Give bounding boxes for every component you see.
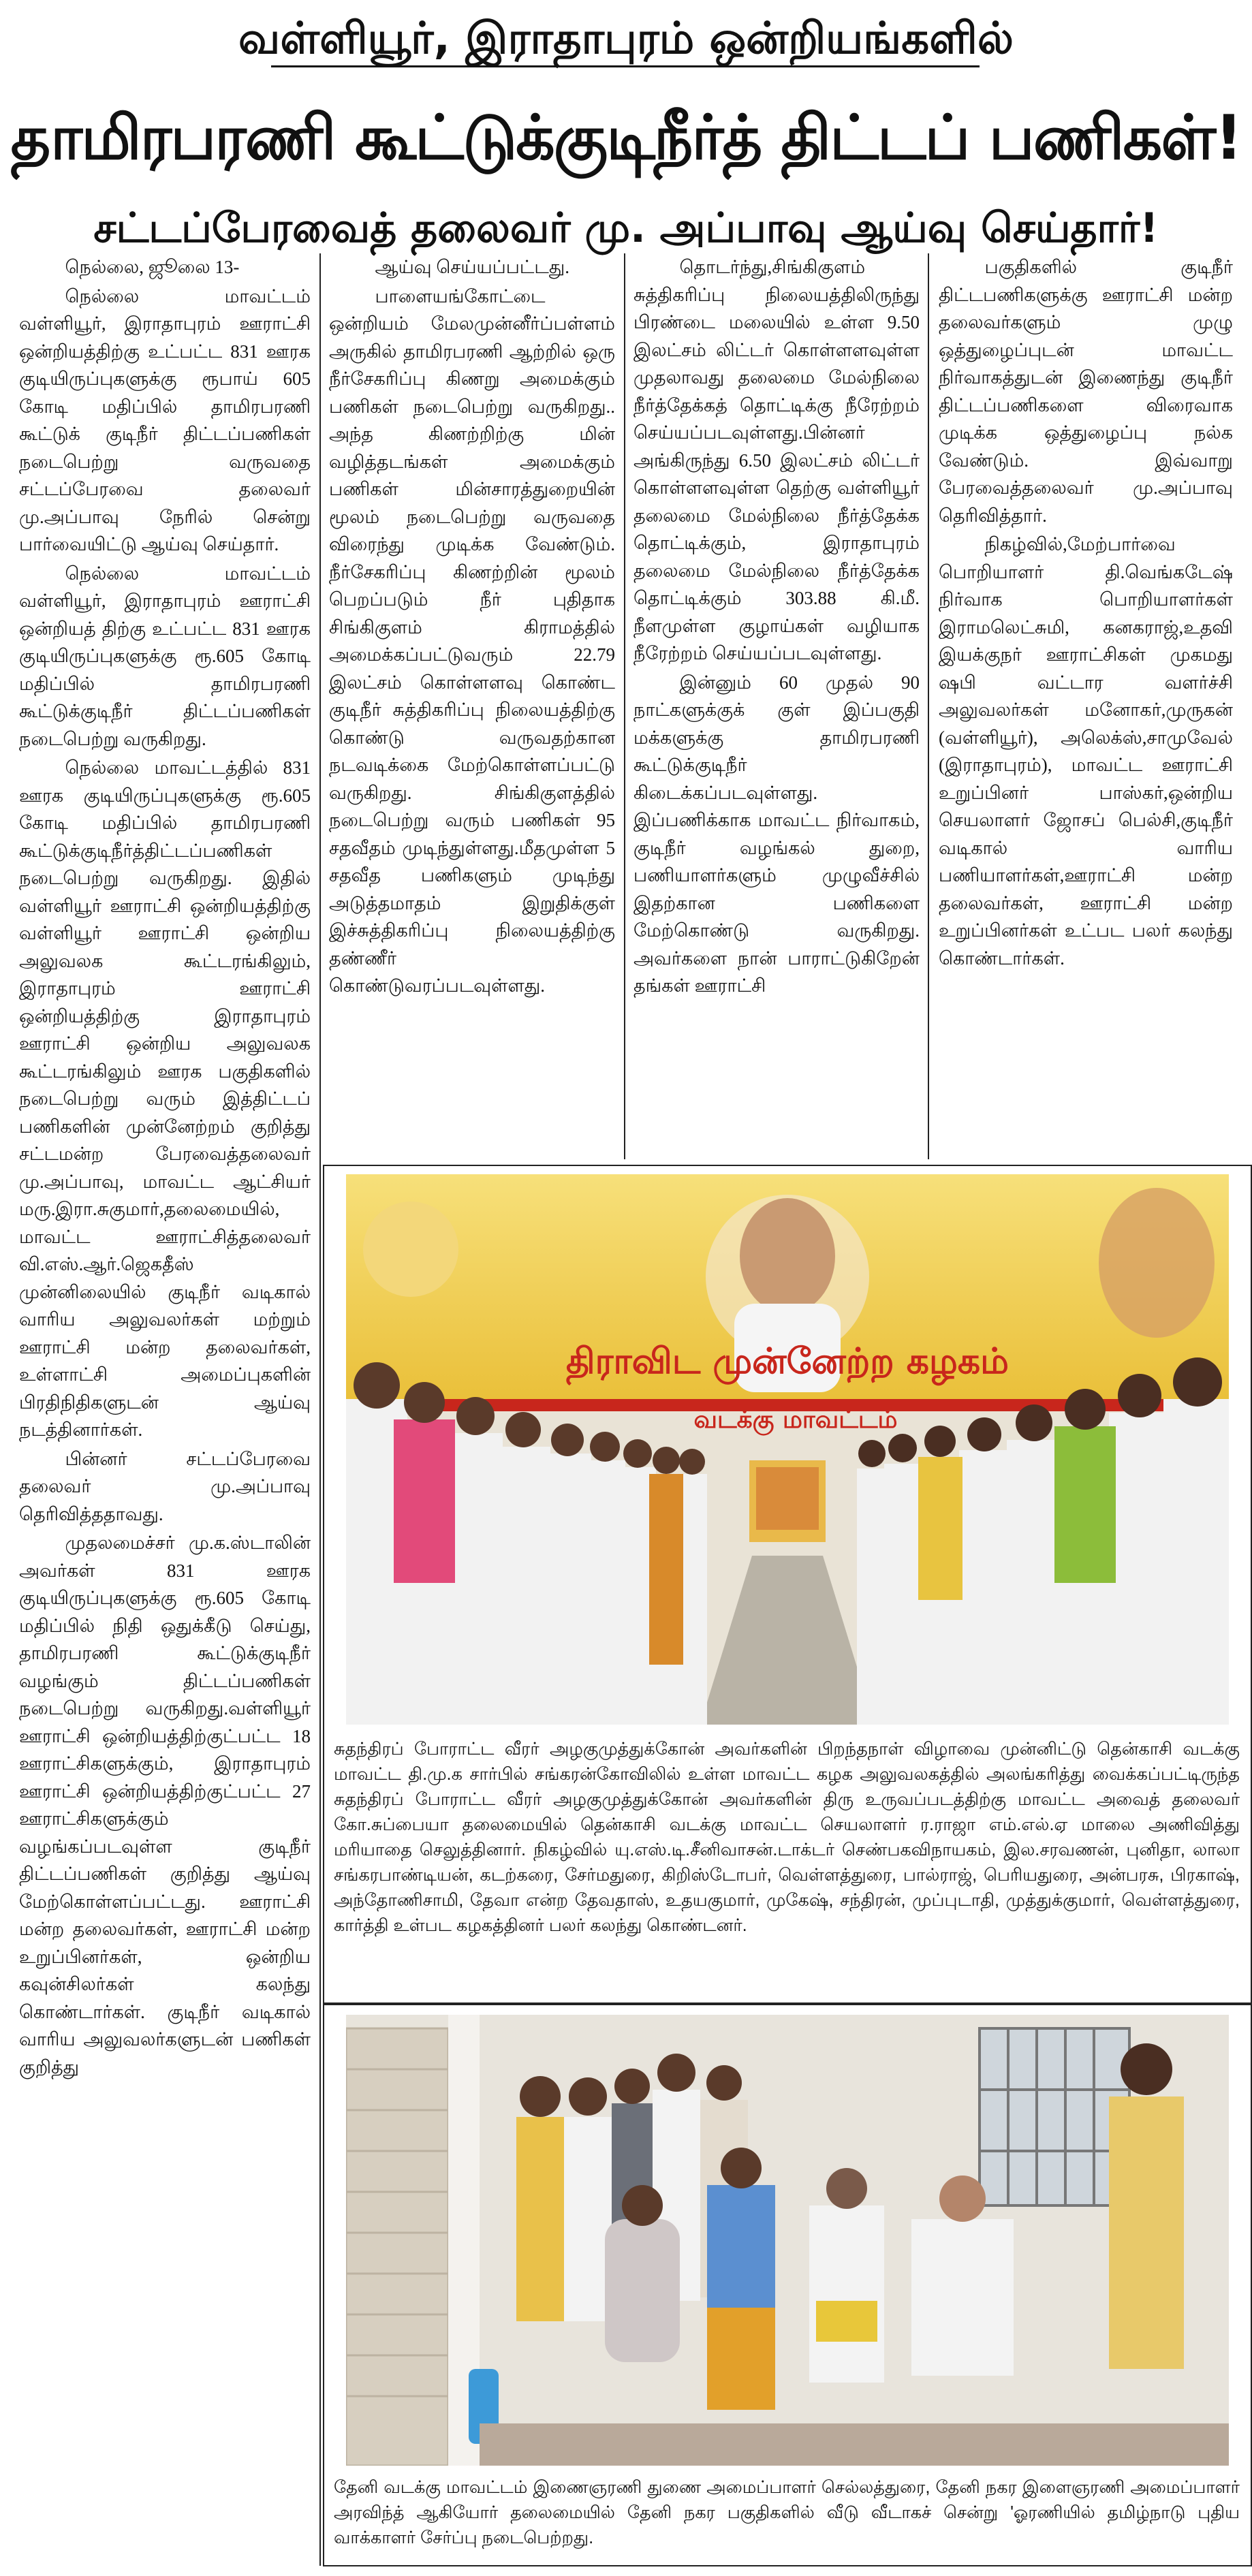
event-photo-2 — [346, 2015, 1229, 2466]
event-photo-1 — [346, 1174, 1229, 1725]
article-paragraph: நிகழ்வில்,மேற்பார்வை பொறியாளர் தி.வெங்கடேஷ் நிர்வாக பொறியாளர்கள் இராமலெட்சுமி, கனகராஜ்,உதவி இயக்குநர் ஊராட்சிகள் முகமது ஷபி வட்டார வளர்ச்சி அலுவலர்கள் மனோகர்,முருகன் (வள்ளியூர்), அலெக்ஸ்,சாமுவேல் (இராதாபுரம்), மாவட்ட ஊராட்சி உறுப்பினர் பாஸ்கர்,ஒன்றிய செயலாளர் ஜோசப் பெல்சி,குடிநீர் வடிகால் வாரிய பணியாளர்கள்,ஊராட்சி மன்ற தலைவர்கள், ஊராட்சி மன்ற உறுப்பினர்கள் உட்பட பலர் கலந்து கொண்டார்கள். — [939, 534, 1233, 969]
article-paragraph: நெல்லை மாவட்டம் வள்ளியூர், இராதாபுரம் ஊராட்சி ஒன்றியத் திற்கு உட்பட்ட 831 ஊரக குடியிருப்புகளுக்கு ரூ.605 கோடி மதிப்பில் தாமிரபரணி கூட்டுக்குடிநீர் திட்டப்பணிகள் நடைபெற்று வருகிறது. — [19, 563, 311, 749]
kicker-underline — [271, 65, 980, 67]
event-photo-1-art — [346, 1174, 1229, 1725]
article-paragraph: நெல்லை மாவட்டம் வள்ளியூர், இராதாபுரம் ஊராட்சி ஒன்றியத்திற்கு உட்பட்ட 831 ஊரக குடியிருப்புகளுக்கு ரூபாய் 605 கோடி மதிப்பில் தாமிரபரணி கூட்டுக் குடிநீர் திட்டப்பணிகள் நடைபெற்று வருவதை சட்டப்பேரவை தலைவர் மு.அப்பாவு நேரில் சென்று பார்வையிட்டு ஆய்வு செய்தார். — [19, 285, 311, 554]
article-column-3 — [633, 253, 920, 1159]
article-paragraph: நெல்லை, ஜூலை 13- — [65, 257, 240, 277]
article-paragraph: முதலமைச்சர் மு.க.ஸ்டாலின் அவர்கள் 831 ஊரக குடியிருப்புகளுக்கு ரூ.605 கோடி மதிப்பில் நிதி ஒதுக்கீடு செய்து, தாமிரபரணி கூட்டுக்குடிநீர் வழங்கும் திட்டப்பணிகள் நடைபெற்று வருகிறது.வள்ளியூர் ஊராட்சி ஒன்றியத்திற்குட்பட்ட 18 ஊராட்சிகளுக்கும், இராதாபுரம் ஊராட்சி ஒன்றியத்திற்குட்பட்ட 27 ஊராட்சிகளுக்கும் வழங்கப்படவுள்ள குடிநீர் திட்டப்பணிகள் குறித்து ஆய்வு மேற்கொள்ளப்பட்டது. ஊராட்சி மன்ற தலைவர்கள், ஊராட்சி மன்ற உறுப்பினர்கள், ஒன்றிய கவுன்சிலர்கள் கலந்து கொண்டார்கள். குடிநீர் வடிகால் வாரிய அலுவலர்களுடன் பணிகள் குறித்து — [19, 1533, 311, 2077]
article-paragraph: தொடர்ந்து,சிங்கிகுளம் சுத்திகரிப்பு நிலையத்திலிருந்து பிரண்டை மலையில் உள்ள 9.50 இலட்சம் லிட்டர் கொள்ளளவுள்ள முதலாவது தலைமை மேல்நிலை நீர்த்தேக்கத் தொட்டிக்கு நீரேற்றம் செய்யப்படவுள்ளது.பின்னர் அங்கிருந்து 6.50 இலட்சம் லிட்டர் கொள்ளளவுள்ள தெற்கு வள்ளியூர் தலைமை மேல்நிலை நீர்த்தேக்க தொட்டிக்கும், இராதாபுரம் தலைமை மேல்நிலை நீர்த்தேக்க தொட்டிக்கும் 303.88 கி.மீ. நீளமுள்ள குழாய்கள் வழியாக நீரேற்றம் செய்யப்படவுள்ளது. — [633, 257, 920, 663]
article-column-2 — [329, 253, 615, 1159]
article-paragraph: இன்னும் 60 முதல் 90 நாட்களுக்குக் குள் இப்பகுதி மக்களுக்கு தாமிரபரணி கூட்டுக்குடிநீர் கிடைக்கப்படவுள்ளது. இப்பணிக்காக மாவட்ட நிர்வாகம், குடிநீர் வழங்கல் துறை, பணியாளர்களும் முழுவீச்சில் இதற்கான பணிகளை மேற்கொண்டு வருகிறது. அவர்களை நான் பாராட்டுகிறேன் தங்கள் ஊராட்சி — [633, 672, 920, 996]
banner-sub-text: வடக்கு மாவட்டம் — [693, 1406, 898, 1434]
column-divider — [928, 253, 929, 1159]
article-paragraph: பகுதிகளில் குடிநீர் திட்டபணிகளுக்கு ஊராட்சி மன்ற தலைவர்களும் முழு ஒத்துழைப்புடன் மாவட்ட நிர்வாகத்துடன் இணைந்து குடிநீர் திட்டப்பணிகளை விரைவாக முடிக்க ஒத்துழைப்பு நல்க வேண்டும். இவ்வாறு பேரவைத்தலைவர் மு.அப்பாவு தெரிவித்தார். — [939, 257, 1233, 526]
headline: தாமிரபரணி கூட்டுக்குடிநீர்த் திட்டப் பணிகள்! — [10, 102, 1242, 174]
photo-box-1 — [323, 1165, 1252, 2004]
article-paragraph: நெல்லை மாவட்டத்தில் 831 ஊரக குடியிருப்புகளுக்கு ரூ.605 கோடி மதிப்பில் தாமிரபரணி கூட்டுக்குடிநீர்த்திட்டப்பணிகள் நடைபெற்று வருகிறது. இதில் வள்ளியூர் ஊராட்சி ஒன்றியத்திற்கு வள்ளியூர் ஊராட்சி ஒன்றிய அலுவலக கூட்டரங்கிலும், இராதாபுரம் ஊராட்சி ஒன்றியத்திற்கு இராதாபுரம் ஊராட்சி ஒன்றிய அலுவலக கூட்டரங்கிலும் ஊரக பகுதிகளில் நடைபெற்று வரும் இத்திட்டப் பணிகளின் முன்னேற்றம் குறித்து சட்டமன்ற பேரவைத்தலைவர் மு.அப்பாவு, மாவட்ட ஆட்சியர் மரு.இரா.சுகுமார்,தலைமையில், மாவட்ட ஊராட்சித்தலைவர் வி.எஸ்.ஆர்.ஜெகதீஸ் முன்னிலையில் குடிநீர் வடிகால் வாரிய அலுவலர்கள் மற்றும் ஊராட்சி மன்ற தலைவர்கள், உள்ளாட்சி அமைப்புகளின் பிரதிநிதிகளுடன் ஆய்வு நடத்தினார்கள். — [19, 757, 311, 1440]
subheadline: சட்டப்பேரவைத் தலைவர் மு. அப்பாவு ஆய்வு செய்தார்! — [93, 204, 1159, 252]
article-paragraph: பாளையங்கோட்டை ஒன்றியம் மேலமுன்னீர்ப்பள்ளம் அருகில் தாமிரபரணி ஆற்றில் ஒரு நீர்சேகரிப்பு கிணறு அமைக்கும் பணிகள் நடைபெற்று வருகிறது.. அந்த கிணற்றிற்கு மின் வழித்தடங்கள் அமைக்கும் பணிகள் மின்சாரத்துறையின் மூலம் நடைபெற்று வருவதை விரைந்து முடிக்க வேண்டும். நீர்சேகரிப்பு கிணற்றின் மூலம் பெறப்படும் நீர் புதிதாக சிங்கிகுளம் கிராமத்தில் அமைக்கப்பட்டுவரும் 22.79 இலட்சம் கொள்ளளவு கொண்ட குடிநீர் சுத்திகரிப்பு நிலையத்திற்கு கொண்டு வருவதற்கான நடவடிக்கை மேற்கொள்ளப்பட்டு வருகிறது. சிங்கிகுளத்தில் நடைபெற்று வரும் பணிகள் 95 சதவீதம் முடிந்துள்ளது.மீதமுள்ள 5 சதவீத பணிகளும் முடிந்து அடுத்தமாதம் இறுதிக்குள் இச்சுத்திகரிப்பு நிலையத்திற்கு தண்ணீர் கொண்டுவரப்படவுள்ளது. — [329, 285, 615, 996]
column-divider — [319, 253, 321, 2566]
article-paragraph: பின்னர் சட்டப்பேரவை தலைவர் மு.அப்பாவு தெரிவித்ததாவது. — [19, 1448, 311, 1524]
article-paragraph: ஆய்வு செய்யப்பட்டது. — [375, 257, 569, 277]
photo-box-2 — [323, 2004, 1252, 2566]
banner-title-text: திராவிட முன்னேற்ற கழகம் — [566, 1341, 1009, 1382]
event-photo-2-art — [346, 2015, 1229, 2466]
kicker-heading: வள்ளியூர், இராதாபுரம் ஒன்றியங்களில் — [238, 14, 1014, 64]
photo-caption-1: சுதந்திரப் போராட்ட வீரர் அழகுமுத்துக்கோன் அவர்களின் பிறந்தநாள் விழாவை முன்னிட்டு தென்காசி வடக்கு மாவட்ட தி.மு.க சார்பில் சங்கரன்கோவிலில் உள்ள மாவட்ட கழக அலுவலகத்தில் அலங்கரித்து வைக்கப்பட்டிருந்த சுதந்திரப் போராட்ட வீரர் அழகுமுத்துக்கோன் அவர்களின் திரு உருவப்படத்திற்கு மாவட்ட அவைத் தலைவர் கோ.சுப்பையா தலைமையில் தென்காசி வடக்கு மாவட்ட செயலாளர் ர.ராஜா எம்.எல்.ஏ மாலை அணிவித்து மரியாதை செலுத்தினார். நிகழ்வில் யு.எஸ்.டி.சீனிவாசன்.டாக்டர் செண்பகவிநாயகம், இல.சரவணன், புனிதா, லாலா சங்கரபாண்டியன், கடற்கரை, சேர்மதுரை, கிறிஸ்டோபர், வெள்ளத்துரை, பால்ராஜ், பெரியதுரை, அன்பரசு, பிரகாஷ், அந்தோணிசாமி, தேவா என்ற தேவதாஸ், உதயகுமார், முகேஷ், சந்திரன், முப்புடாதி, முத்துக்குமார், வெள்ளத்துரை, கார்த்தி உள்பட கழகத்தினர் பலர் கலந்து கொண்டனர். — [334, 1740, 1240, 1935]
column-divider — [624, 253, 625, 1159]
article-column-4 — [939, 253, 1233, 1159]
photo-caption-2: தேனி வடக்கு மாவட்டம் இணைஞரணி துணை அமைப்பாளர் செல்லத்துரை, தேனி நகர இளைஞரணி அமைப்பாளர் அரவிந்த் ஆகியோர் தலைமையில் தேனி நகர பகுதிகளில் வீடு வீடாகச் சென்று 'ஓரணியில் தமிழ்நாடு புதிய வாக்காளர் சேர்ப்பு நடைபெற்றது. — [334, 2478, 1240, 2547]
article-column-1 — [19, 253, 311, 2566]
